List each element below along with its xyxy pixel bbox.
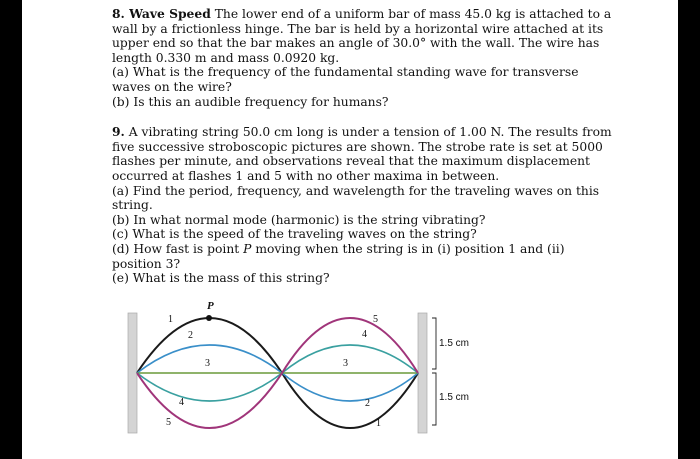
label-left-5: 5	[166, 417, 171, 428]
q9-part-b: (b) In what normal mode (harmonic) is the string vibrating?	[112, 212, 486, 227]
label-right-4: 4	[362, 329, 367, 340]
label-right-5: 5	[373, 314, 378, 325]
q8-part-b: (b) Is this an audible frequency for humans?	[112, 94, 389, 109]
label-right-2: 2	[365, 398, 370, 409]
right-post	[418, 313, 427, 433]
label-left-3: 3	[205, 358, 210, 369]
q9-body: A vibrating string 50.0 cm long is under a tension of 1.00 N. The results from five successive stroboscopic pictures are shown. The strobe rate is set at 5000 flashes per minute, and observations reveal that the maximum displacement occurred at flashes 1 and 5 with no other maxima in between.	[112, 125, 612, 183]
q9-part-e: (e) What is the mass of this string?	[112, 271, 330, 286]
scale-label-top: 1.5 cm	[439, 338, 470, 349]
q8-part-a: (a) What is the frequency of the fundamental standing wave for transverse waves on the wire?	[112, 65, 579, 94]
point-p-variable: P	[243, 241, 252, 256]
scale-brackets	[432, 318, 436, 425]
label-right-1: 1	[376, 418, 381, 429]
q8-title: Wave Speed	[129, 6, 211, 21]
label-left-1: 1	[168, 314, 173, 325]
left-post	[128, 313, 137, 433]
q9-part-a: (a) Find the period, frequency, and wavelength for the traveling waves on this string.	[112, 183, 600, 213]
label-left-2: 2	[188, 330, 193, 341]
standing-wave-figure	[22, 0, 678, 459]
q9-number: 9.	[112, 124, 125, 140]
q9-part-d: (d) How fast is point P moving when the string is in (i) position 1 and (ii) position 3?	[112, 241, 565, 271]
q8-body: The lower end of a uniform bar of mass 45.0 kg is attached to a wall by a frictionless hinge. The bar is held by a horizontal wire attached at its upper end so that the bar makes an angle of 30.0° with the wall. The wire has length 0.330 m and mass 0.0920 kg.	[112, 7, 612, 65]
label-left-4: 4	[179, 397, 184, 408]
document-page	[22, 0, 678, 459]
scale-label-bottom: 1.5 cm	[439, 392, 470, 403]
point-p-label: P	[207, 300, 214, 312]
label-right-3: 3	[343, 358, 348, 369]
q9-part-c: (c) What is the speed of the traveling waves on the string?	[112, 227, 477, 242]
q8-number: 8.	[112, 6, 125, 21]
point-p-marker	[206, 315, 212, 321]
